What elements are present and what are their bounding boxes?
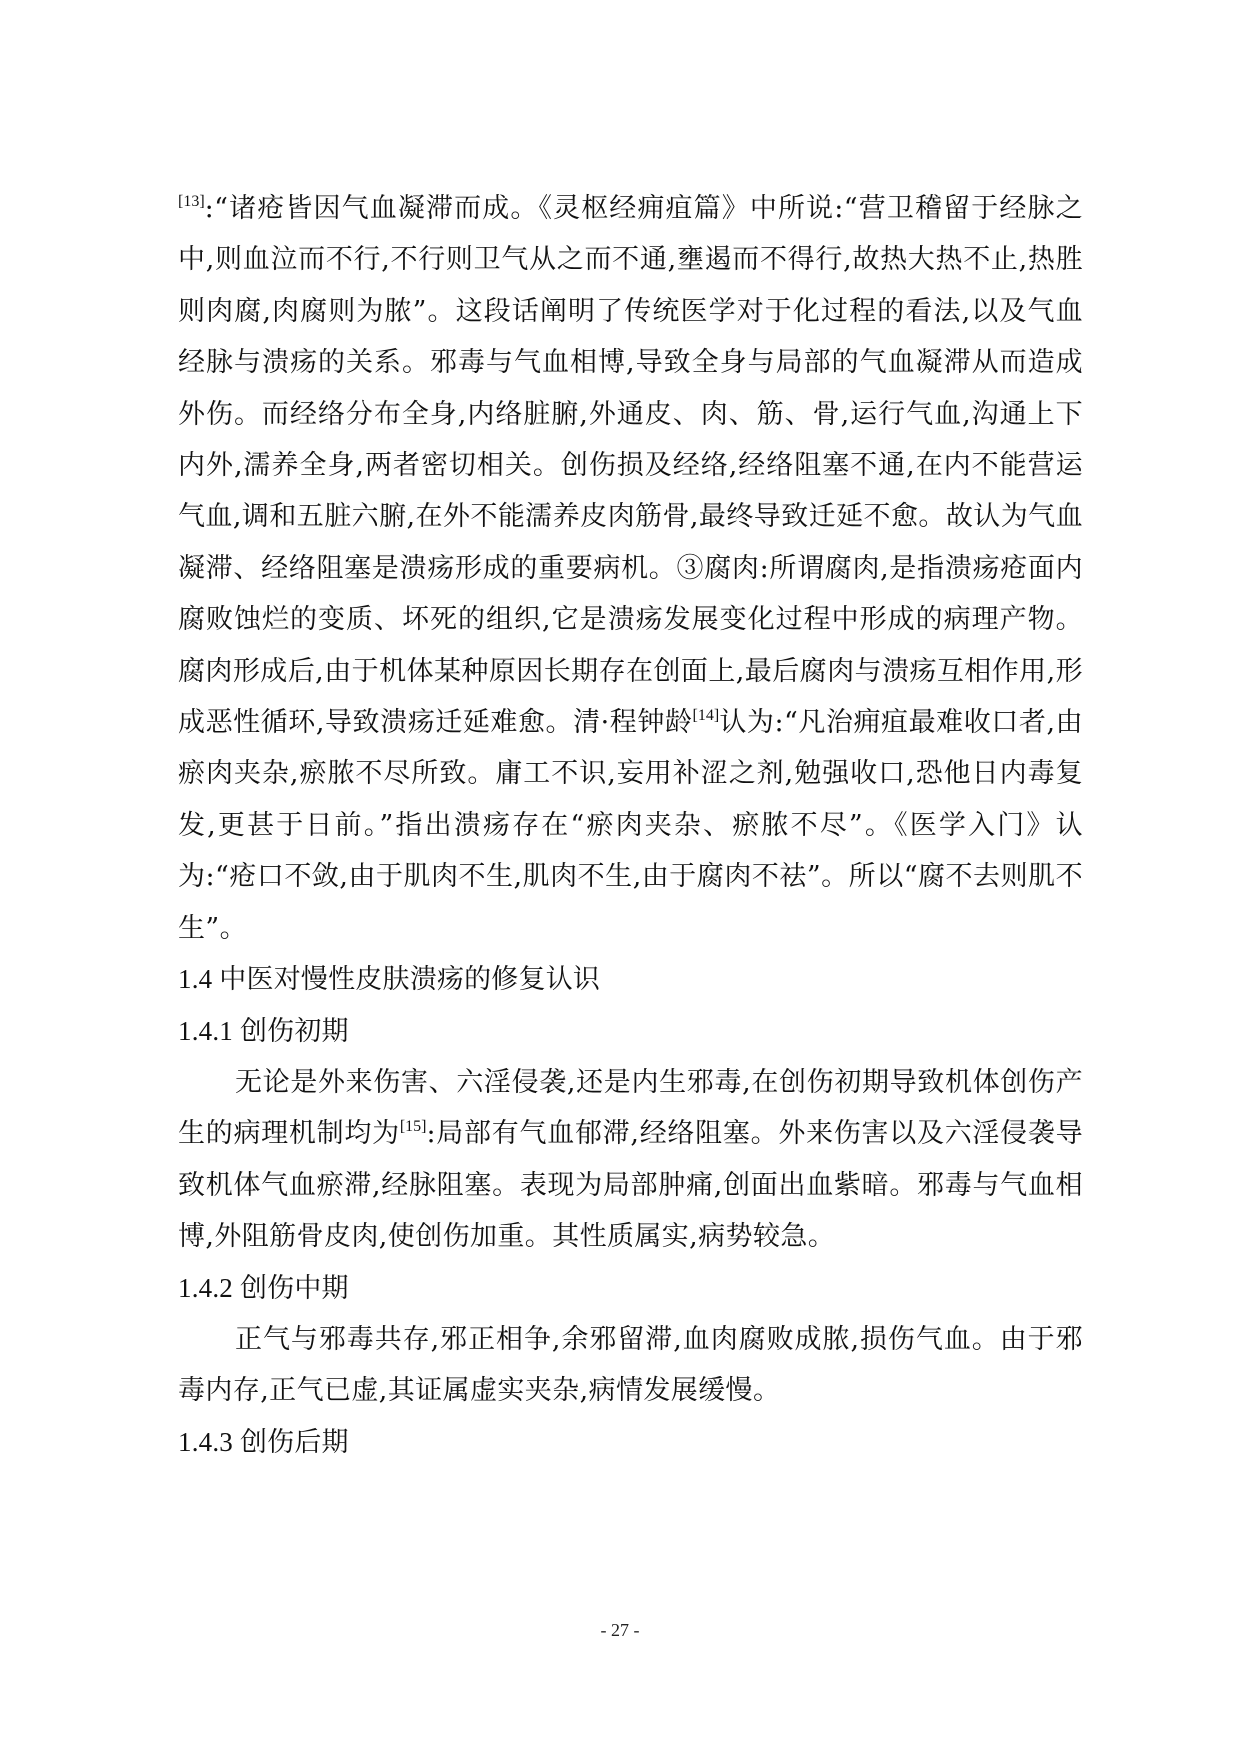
body-paragraph-1 xyxy=(178,183,1083,954)
section-heading-1-4: 1.4 中医对慢性皮肤溃疡的修复认识 xyxy=(178,964,601,995)
paragraph-2-text-a: 无论是外来伤害、六淫侵袭,还是内生邪毒,在创伤初期导致机体创伤产生的病理机制均为 xyxy=(178,1066,1083,1150)
page-number: - 27 - xyxy=(600,1620,640,1640)
subsection-heading-1-4-3: 1.4.3 创伤后期 xyxy=(178,1426,349,1457)
paragraph-1-text-b: 认为:“凡治痈疽最难收口者,由瘀肉夹杂,瘀脓不尽所致。庸工不识,妄用补涩之剂,勉强收口,恐他日内毒复发,更甚于日前。”指出溃疡存在“瘀肉夹杂、瘀脓不尽”。《医学入门》认为:“疮口不敛,由于肌肉不生,肌肉不生,由于腐肉不祛”。所以“腐不去则肌不生”。 xyxy=(178,707,1083,944)
paragraph-2-text-b: :局部有气血郁滞,经络阻塞。外来伤害以及六淫侵袭导致机体气血瘀滞,经脉阻塞。表现为局部肿痛,创面出血紫暗。邪毒与气血相博,外阻筋骨皮肉,使创伤加重。其性质属实,病势较急。 xyxy=(178,1118,1084,1253)
subsection-heading-1-4-1: 1.4.1 创伤初期 xyxy=(178,1015,349,1046)
subsection-heading-1-4-2: 1.4.2 创伤中期 xyxy=(178,1272,349,1303)
citation-14: [14] xyxy=(692,707,720,725)
citation-15: [15] xyxy=(399,1118,427,1136)
body-paragraph-3 xyxy=(178,1314,1083,1417)
body-paragraph-2 xyxy=(178,1057,1083,1263)
paragraph-3-text: 正气与邪毒共存,邪正相争,余邪留滞,血肉腐败成脓,损伤气血。由于邪毒内存,正气已虚,其证属虚实夹杂,病情发展缓慢。 xyxy=(178,1323,1083,1407)
page-body xyxy=(178,183,1083,1468)
paragraph-1-text-a: :“诸疮皆因气血凝滞而成。《灵枢经痈疽篇》中所说:“营卫稽留于经脉之中,则血泣而不行,不行则卫气从之而不通,壅遏而不得行,故热大热不止,热胜则肉腐,肉腐则为脓”。这段话阐明了传统医学对于化过程的看法,以及气血经脉与溃疡的关系。邪毒与气血相博,导致全身与局部的气血凝滞从而造成外伤。而经络分布全身,内络脏腑,外通皮、肉、筋、骨,运行气血,沟通上下内外,濡养全身,两者密切相关。创伤损及经络,经络阻塞不通,在内不能营运气血,调和五脏六腑,在外不能濡养皮肉筋骨,最终导致迁延不愈。故认为气血凝滞、经络阻塞是溃疡形成的重要病机。③腐肉:所谓腐肉,是指溃疡疮面内腐败蚀烂的变质、坏死的组织,它是溃疡发展变化过程中形成的病理产物。腐肉形成后,由于机体某种原因长期存在创面上,最后腐肉与溃疡互相作用,形成恶性循环,导致溃疡迁延难愈。清·程钟龄 xyxy=(178,193,1083,739)
citation-13: [13] xyxy=(178,193,205,210)
